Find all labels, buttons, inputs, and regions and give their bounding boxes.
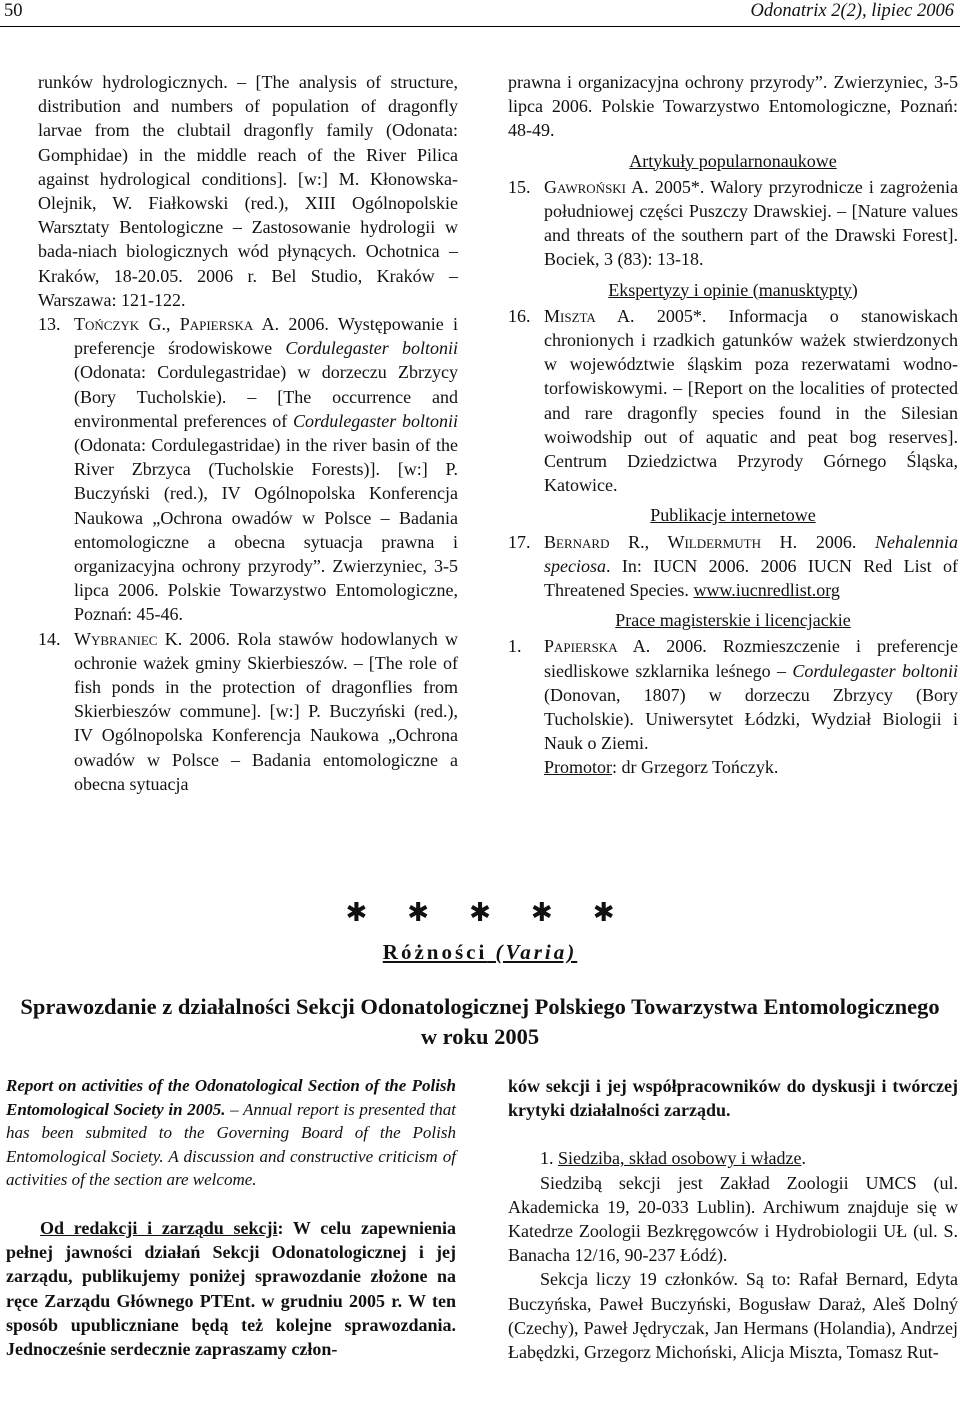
reference-authors: Miszta A. [544, 305, 635, 326]
article-right-column [508, 1074, 958, 1364]
reference-number: 17. [508, 531, 531, 552]
reference-text: . In: IUCN 2006. 2006 IUCN Red List of Threatened Species. [544, 555, 958, 601]
left-column [38, 70, 458, 796]
reference-text: 2005*. Informacja o stanowiskach chronionych i rzadkich gatunków ważek stwierdzonych w województwie śląskim poza rezerwatami wodno-torfowiskowymi. – [Report on the localities of protected and rare dragonfly species found in the Silesian woiwodship out of aquatic and peat bog reserves]. Centrum Dziedzictwa Przyrody Górnego Śląska, Katowice. [544, 305, 958, 496]
journal-citation: Odonatrix 2(2), lipiec 2006 [750, 1, 954, 21]
editorial-continuation: ków sekcji i jej współpracowników do dyskusji i twórczej krytyki działalności zarządu. [508, 1076, 958, 1121]
reference-continuation: runków hydrologicznych. – [The analysis of structure, distribution and numbers of population of dragonfly larvae from the clubtail dragonfly family (Odonata: Gomphidae) in the middle reach of the River Pilica against hydrological conditions]. [w:] M. Kłonowska-Olejnik, W. Fiałkowski (red.), XIII Ogólnopolskie Warsztaty Bentologiczne – Zastosowanie hydrologii w bada-niach biologicznych wód płynących. Ochotnica – Kraków, 18-20.05. 2006 r. Bel Studio, Kraków – Warszawa: 121-122. [38, 72, 458, 310]
reference-number: 14. [38, 628, 61, 649]
reference-17 [508, 530, 958, 603]
species-name: Cordulegaster boltonii [285, 338, 459, 359]
reference-authors: Gawroński A. [544, 176, 649, 197]
reference-number: 15. [508, 176, 531, 197]
promotor-value: : dr Grzegorz Tończyk. [612, 757, 779, 778]
section-heading-internet: Publikacje internetowe [650, 505, 816, 526]
star-separator [0, 898, 960, 928]
article-left-column [6, 1074, 456, 1361]
section-number: 1. [540, 1148, 558, 1169]
star-icon: ✱ [530, 898, 553, 928]
reference-text: (Odonata: Cordulegastridae) in the river basin of the River Zbrzyca (Tucholskie Forests)]. [w:] P. Buczyński (red.), IV Ogólnopolska Konferencja Naukowa „Ochrona owadów w Polsce – Badania entomologiczne a obecna sytuacja prawna i organizacyjna ochrony przyrody”. Zwierzyniec, 3-5 lipca 2006. Polskie Towarzystwo Entomologiczne, Poznań: 45-46. [74, 435, 458, 625]
reference-number: 16. [508, 305, 531, 326]
section-heading-expert: Ekspertyzy i opinie (manusktypty) [608, 279, 858, 300]
section-heading-popular: Artykuły popularnonaukowe [629, 150, 837, 171]
running-header [0, 0, 960, 27]
reference-text: 2006. Rozmieszczenie i preferencje siedliskowe szklarnika leśnego – [544, 636, 958, 681]
reference-text: 2006. Występowanie i preferencje środowiskowe [74, 314, 458, 359]
reference-authors: Bernard R., Wildermuth H. [544, 531, 798, 552]
paragraph-seat: Siedzibą sekcji jest Zakład Zoologii UMCS (ul. Akademicka 19, 20-033 Lublin). Archiwum znajduje się w Katedrze Zoologii Bezkręgowców i Hydrobiologii UŁ (ul. S. Banacha 12/16, 90-237 Łódź). [508, 1172, 958, 1266]
star-icon: ✱ [345, 898, 368, 928]
article-title: Sprawozdanie z działalności Sekcji Odonatologicznej Polskiego Towarzystwa Entomologicznego w roku 2005 [20, 994, 940, 1049]
varia-latin: (Varia) [495, 940, 578, 964]
page-number: 50 [4, 1, 23, 21]
reference-13 [38, 312, 458, 627]
reference-text: 2006. [797, 531, 876, 552]
reference-15 [508, 175, 958, 272]
abstract-title: Report on activities of the Odonatological Section of the Polish Entomological Society in 2005. [6, 1076, 456, 1119]
reference-text: (Donovan, 1807) w dorzeczu Zbrzycy (Bory Tucholskie). Uniwersytet Łódzki, Wydział Biologii i Nauk o Ziemi. [544, 684, 958, 754]
varia-polish: Różności [382, 940, 488, 964]
editorial-label: Od redakcji i zarządu sekcji [40, 1217, 278, 1238]
star-icon: ✱ [407, 898, 430, 928]
reference-number: 1. [508, 636, 522, 657]
reference-text: (Odonata: Cordulegastridae) w dorzeczu Zbrzycy (Bory Tucholskie). – [The occurrence and environmental preferences of [74, 362, 458, 431]
section-1-heading [508, 1146, 958, 1170]
reference-14 [38, 627, 458, 796]
reference-continuation: prawna i organizacyjna ochrony przyrody”. Zwierzyniec, 3-5 lipca 2006. Polskie Towarzystwo Entomologiczne, Poznań: 48-49. [508, 72, 958, 141]
star-icon: ✱ [592, 898, 615, 928]
right-column [508, 70, 958, 780]
species-name: Nehalennia speciosa [544, 531, 959, 576]
web-link[interactable]: www.iucnredlist.org [693, 580, 840, 601]
species-name: Cordulegaster boltonii [792, 660, 958, 681]
abstract [6, 1074, 456, 1192]
section-heading-theses: Prace magisterskie i licencjackie [615, 610, 851, 631]
reference-authors: Papierska A. [544, 636, 651, 657]
section-dot: . [801, 1148, 806, 1169]
paragraph-members: Sekcja liczy 19 członków. Są to: Rafał Bernard, Edyta Buczyńska, Paweł Buczyński, Bogusław Daraż, Aleš Dolný (Czechy), Paweł Jędryczak, Jan Hermans (Holandia), Andrzej Łabędzki, Grzegorz Michoński, Alicja Miszta, Tomasz Rut- [508, 1269, 958, 1363]
section-title-varia [0, 940, 960, 965]
thesis-1 [508, 634, 958, 779]
section-title: Siedziba, skład osobowy i władze [558, 1148, 802, 1169]
editorial-text: : W celu zapewnienia pełnej jawności działań Sekcji Odonatologicznej i jej zarządu, publikujemy poniżej sprawozdanie złożone na ręce Zarządu Głównego PTEnt. w grudniu 2005 r. W ten sposób upubliczniane będą też kolejne sprawozdania. Jednocześnie serdecznie zapraszamy człon- [6, 1217, 456, 1359]
promotor-label: Promotor [544, 757, 613, 778]
abstract-text: – Annual report is presented that has been submited to the Governing Board of the Polish Entomological Society. A discussion and constructive criticism of activities of the section are welcome. [6, 1099, 457, 1190]
reference-16 [508, 304, 958, 498]
star-icon: ✱ [469, 898, 491, 928]
reference-number: 13. [38, 314, 61, 335]
editorial-note [6, 1216, 456, 1361]
reference-text: 2006. Rola stawów hodowlanych w ochronie ważek gminy Skierbieszów. – [The role of fish ponds in the protection of dragonflies from Skierbieszów commune]. [w:] P. Buczyński (red.), IV Ogólnopolska Konferencja Naukowa „Ochrona owadów w Polsce – Badania entomologiczne a obecna sytuacja [74, 628, 458, 794]
species-name: Cordulegaster boltonii [292, 410, 458, 431]
reference-authors: Tończyk G., Papierska A. [74, 314, 280, 335]
reference-text: 2005*. Walory przyrodnicze i zagrożenia południowej części Puszczy Drawskiej. – [Nature values and threats of the southern part of the Drawski Forest]. Bociek, 3 (83): 13-18. [544, 176, 958, 270]
reference-authors: Wybraniec K. [74, 628, 183, 649]
